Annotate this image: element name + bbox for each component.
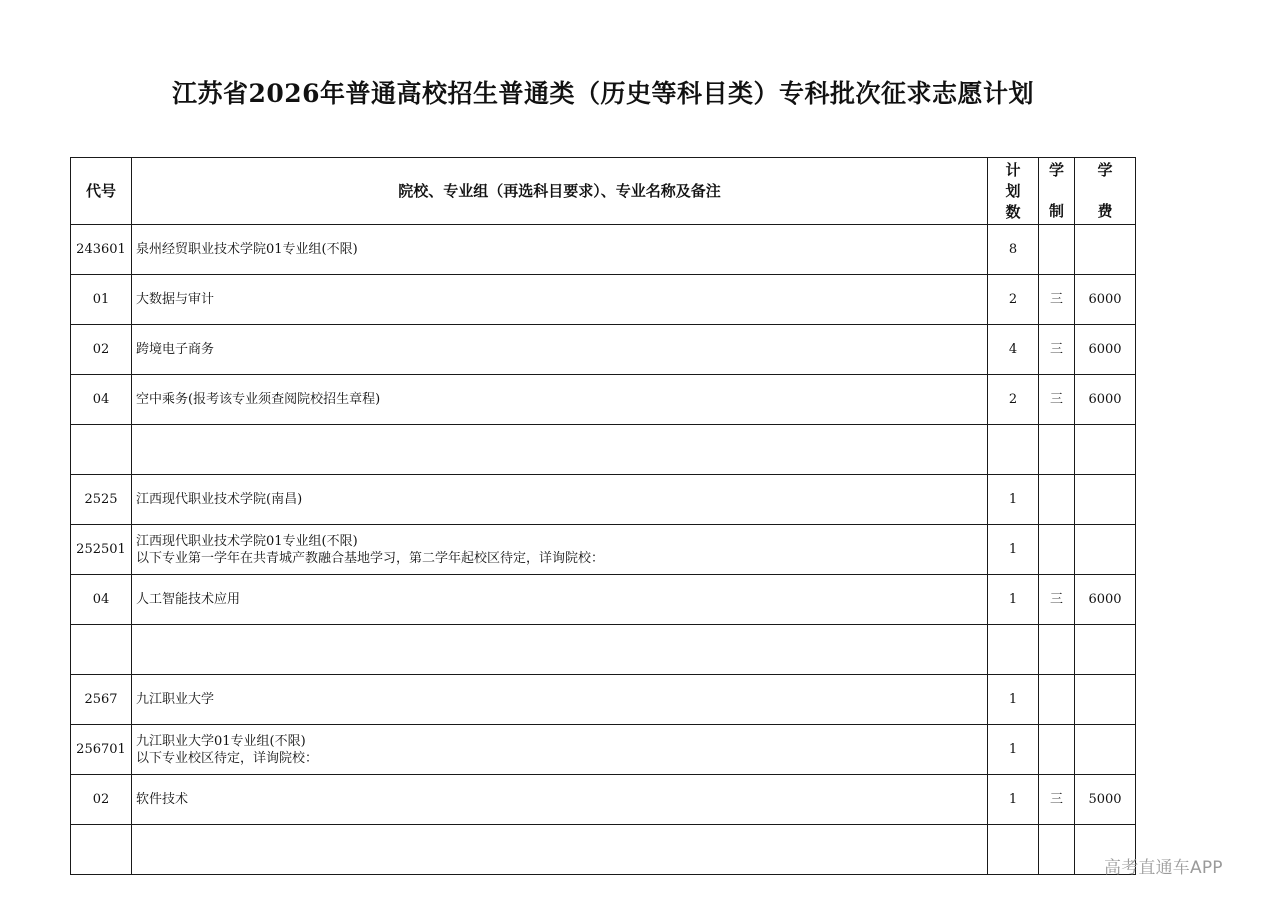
row-name-line: 人工智能技术应用 — [136, 592, 241, 607]
row-name-line: 空中乘务(报考该专业须查阅院校招生章程) — [136, 392, 381, 407]
row-plan-count — [988, 425, 1039, 475]
header-name: 院校、专业组（再选科目要求）、专业名称及备注 — [132, 158, 988, 225]
row-tuition-fee: 6000 — [1075, 275, 1136, 325]
table-row — [71, 675, 1136, 725]
row-tuition-fee: 6000 — [1075, 325, 1136, 375]
row-name-line: 泉州经贸职业技术学院01专业组(不限) — [136, 242, 358, 257]
header-length — [1039, 158, 1075, 225]
row-plan-count — [988, 825, 1039, 875]
table-row — [71, 275, 1136, 325]
row-name-line: 跨境电子商务 — [136, 342, 215, 357]
row-tuition-fee — [1075, 525, 1136, 575]
header-fee-char: 学 — [1097, 161, 1113, 179]
row-plan-count: 1 — [988, 675, 1039, 725]
row-name — [132, 475, 988, 525]
row-note-line: 以下专业校区待定，详询院校： — [136, 750, 319, 766]
table-row — [71, 775, 1136, 825]
row-name — [132, 675, 988, 725]
header-fee-char: 费 — [1097, 202, 1113, 220]
row-code — [71, 625, 132, 675]
row-tuition-fee — [1075, 625, 1136, 675]
row-tuition-fee: 6000 — [1075, 575, 1136, 625]
page-title: 江苏省2026年普通高校招生普通类（历史等科目类）专科批次征求志愿计划 — [171, 79, 1035, 108]
row-study-length — [1039, 525, 1075, 575]
row-name — [132, 375, 988, 425]
header-code: 代号 — [71, 158, 132, 225]
row-study-length — [1039, 725, 1075, 775]
watermark: 高考直通车APP — [1104, 858, 1223, 878]
row-study-length — [1039, 225, 1075, 275]
row-plan-count: 1 — [988, 725, 1039, 775]
plan-table-body — [71, 225, 1136, 875]
row-tuition-fee: 6000 — [1075, 375, 1136, 425]
table-row — [71, 225, 1136, 275]
row-name — [132, 525, 988, 575]
row-name — [132, 725, 988, 775]
row-name — [132, 575, 988, 625]
header-plan-char: 划 — [1005, 181, 1021, 200]
table-row — [71, 725, 1136, 775]
header-plan-char: 计 — [1005, 160, 1021, 179]
table-row — [71, 425, 1136, 475]
row-code: 252501 — [71, 525, 132, 575]
table-row — [71, 825, 1136, 875]
row-plan-count: 2 — [988, 375, 1039, 425]
row-study-length: 三 — [1039, 375, 1075, 425]
row-plan-count: 1 — [988, 775, 1039, 825]
header-length-char: 制 — [1048, 202, 1064, 220]
row-name-line: 江西现代职业技术学院(南昌) — [136, 492, 303, 507]
table-row — [71, 575, 1136, 625]
row-tuition-fee — [1075, 475, 1136, 525]
row-name-line: 软件技术 — [136, 792, 189, 807]
row-tuition-fee — [1075, 675, 1136, 725]
row-code: 04 — [71, 375, 132, 425]
row-study-length — [1039, 675, 1075, 725]
header-length-char: 学 — [1048, 161, 1064, 179]
row-plan-count: 2 — [988, 275, 1039, 325]
row-study-length: 三 — [1039, 775, 1075, 825]
table-row — [71, 625, 1136, 675]
row-name — [132, 325, 988, 375]
row-plan-count: 4 — [988, 325, 1039, 375]
row-name — [132, 225, 988, 275]
row-name-line: 江西现代职业技术学院01专业组(不限) — [136, 533, 358, 549]
row-tuition-fee: 5000 — [1075, 775, 1136, 825]
row-code: 243601 — [71, 225, 132, 275]
row-code: 2525 — [71, 475, 132, 525]
row-tuition-fee — [1075, 725, 1136, 775]
row-plan-count: 8 — [988, 225, 1039, 275]
row-study-length: 三 — [1039, 325, 1075, 375]
row-code: 04 — [71, 575, 132, 625]
row-plan-count: 1 — [988, 575, 1039, 625]
row-study-length — [1039, 425, 1075, 475]
row-name-line: 大数据与审计 — [136, 292, 215, 307]
row-code: 02 — [71, 775, 132, 825]
table-row — [71, 325, 1136, 375]
row-code: 01 — [71, 275, 132, 325]
row-study-length: 三 — [1039, 575, 1075, 625]
row-plan-count: 1 — [988, 475, 1039, 525]
row-tuition-fee — [1075, 225, 1136, 275]
table-row — [71, 375, 1136, 425]
row-study-length — [1039, 475, 1075, 525]
header-fee — [1075, 158, 1136, 225]
row-code — [71, 825, 132, 875]
row-name — [132, 775, 988, 825]
row-code: 256701 — [71, 725, 132, 775]
row-plan-count: 1 — [988, 525, 1039, 575]
row-plan-count — [988, 625, 1039, 675]
header-plan — [988, 158, 1039, 225]
row-name — [132, 825, 988, 875]
plan-table — [70, 157, 1136, 875]
row-note-line: 以下专业第一学年在共青城产教融合基地学习，第二学年起校区待定，详询院校： — [136, 550, 605, 566]
row-tuition-fee — [1075, 425, 1136, 475]
row-name — [132, 425, 988, 475]
row-code: 02 — [71, 325, 132, 375]
row-study-length — [1039, 625, 1075, 675]
row-study-length: 三 — [1039, 275, 1075, 325]
row-study-length — [1039, 825, 1075, 875]
row-code: 2567 — [71, 675, 132, 725]
table-row — [71, 475, 1136, 525]
row-name-line: 九江职业大学01专业组(不限) — [136, 733, 306, 749]
row-code — [71, 425, 132, 475]
table-row — [71, 525, 1136, 575]
header-plan-char: 数 — [1005, 202, 1021, 221]
table-header-row — [71, 158, 1136, 225]
row-name — [132, 625, 988, 675]
row-name — [132, 275, 988, 325]
row-name-line: 九江职业大学 — [136, 692, 215, 707]
